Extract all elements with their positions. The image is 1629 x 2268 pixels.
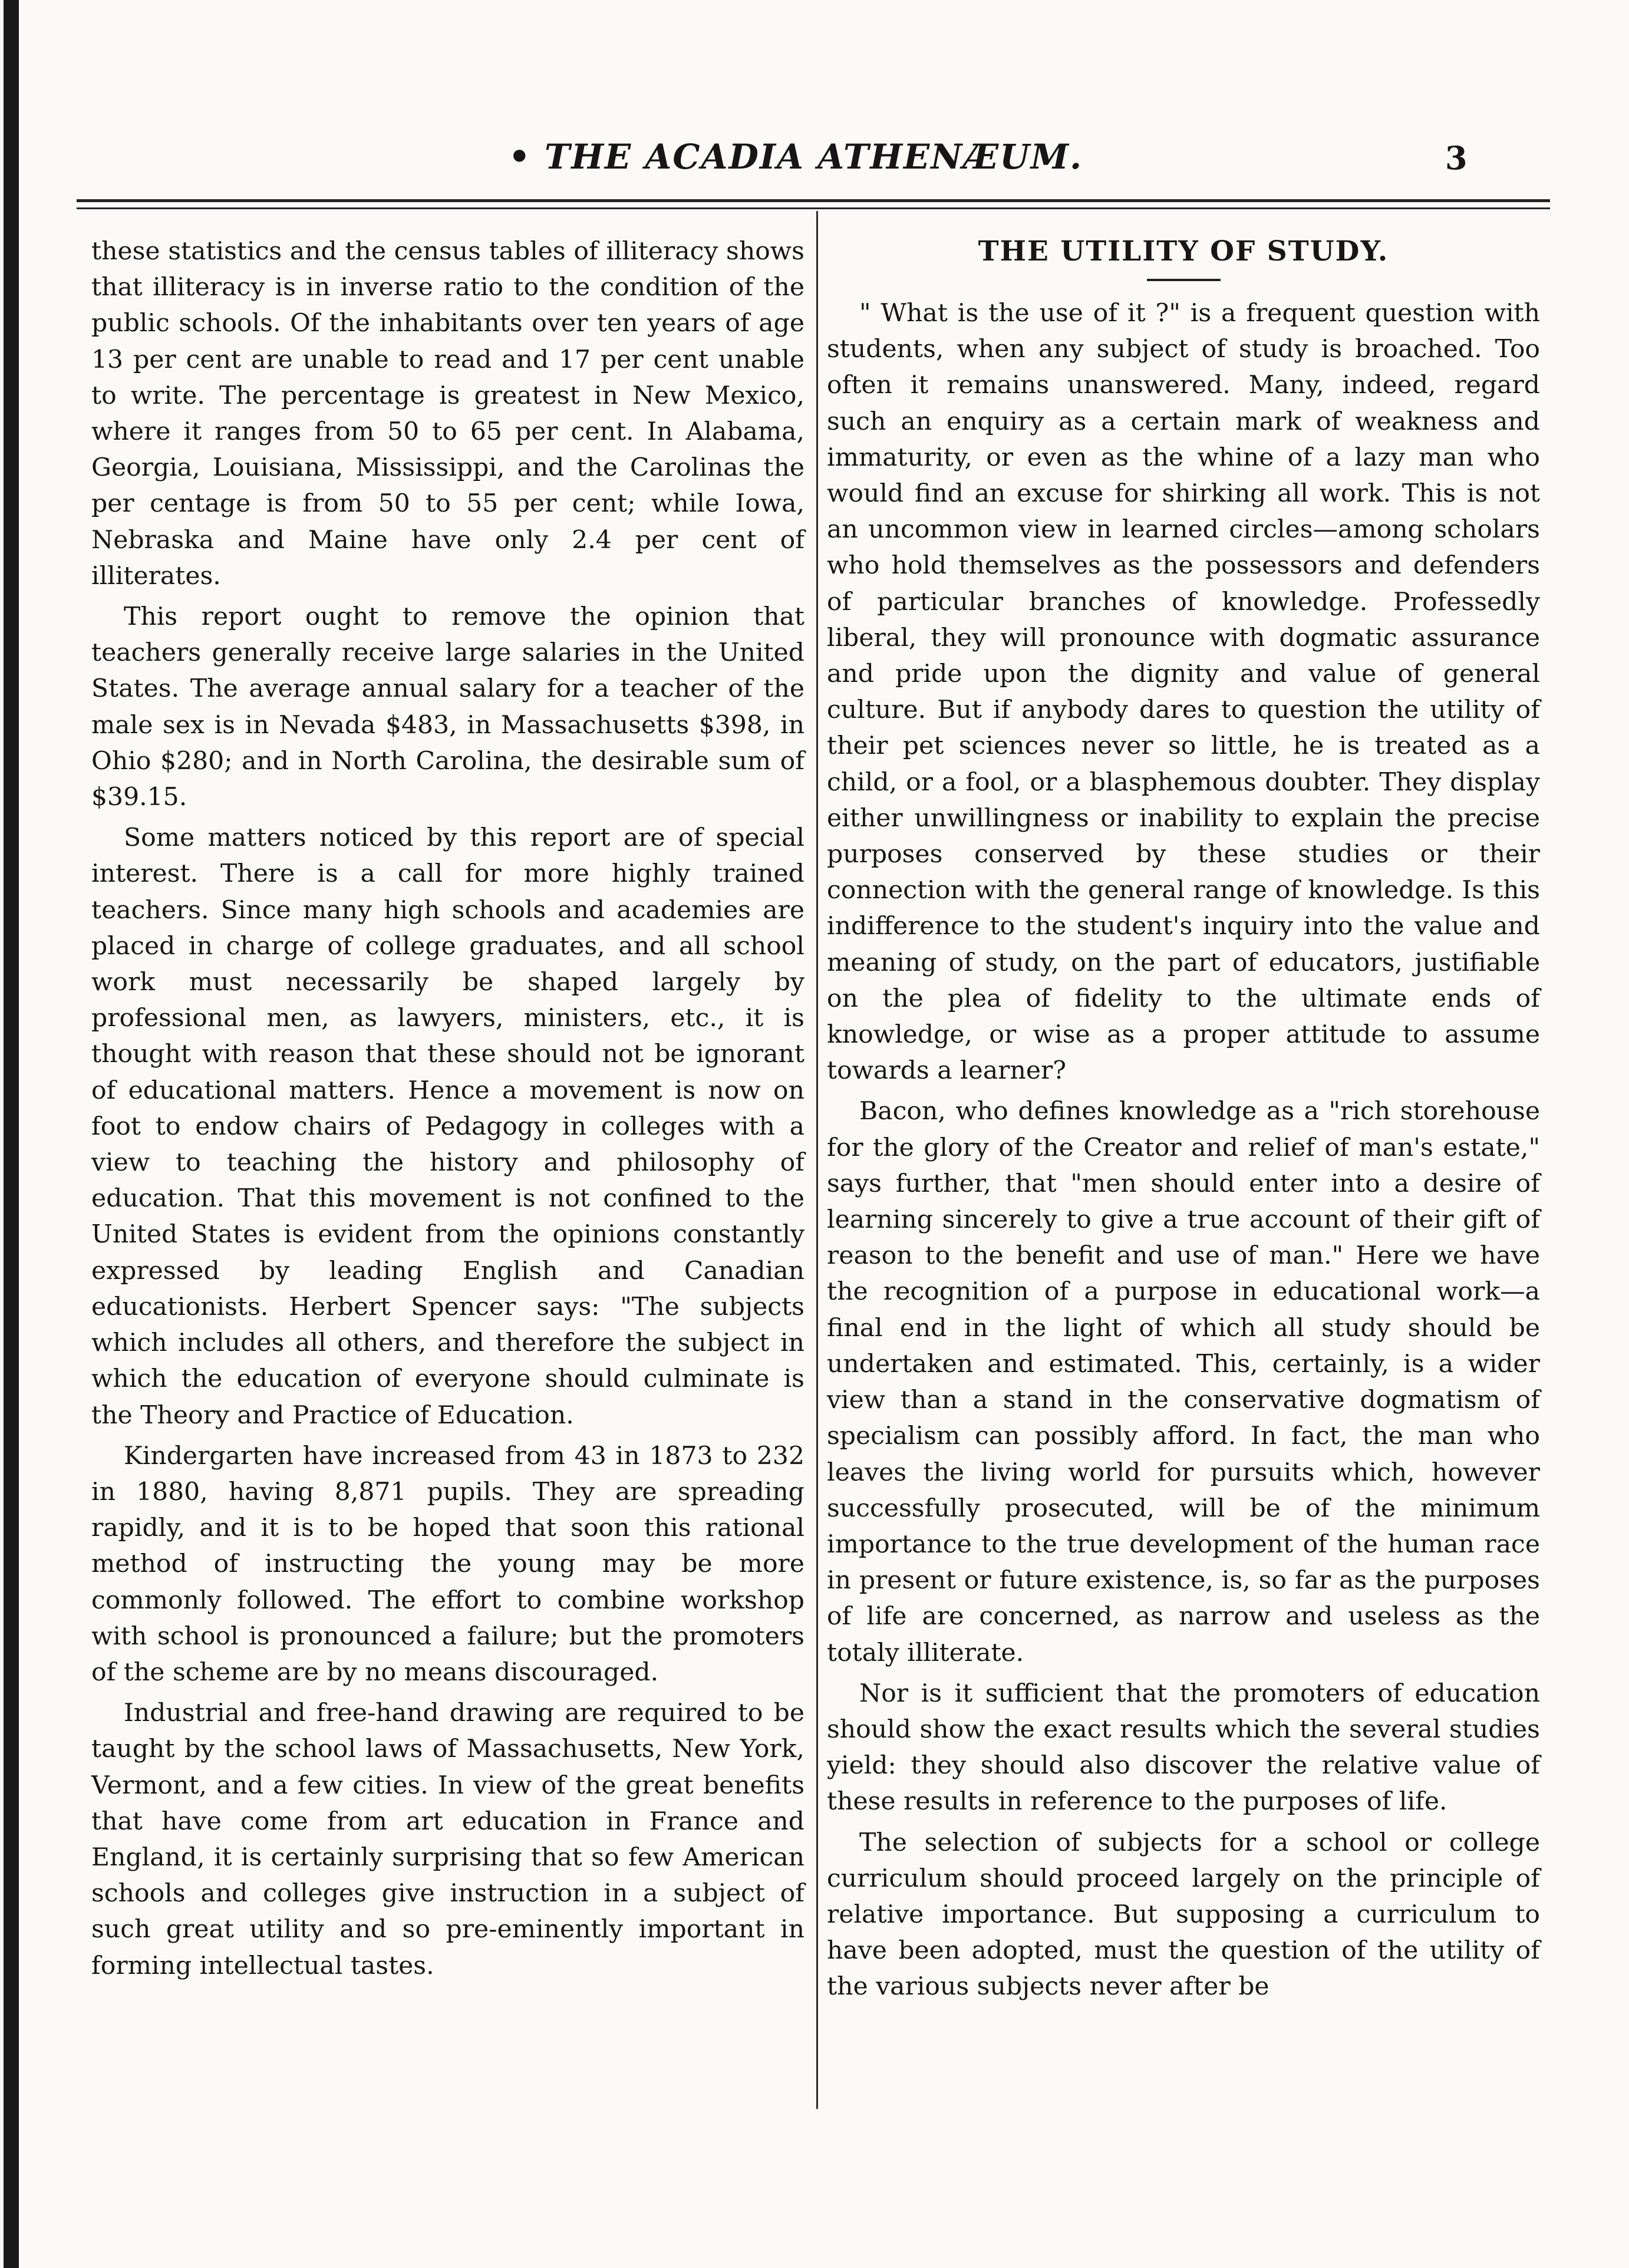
paragraph: The selection of subjects for a school or college curriculum should proceed largely on the principle of relative importance. But supposing a curriculum to have been adopted, must the question of the utility of the various subjects never after be bbox=[827, 1828, 1540, 2002]
header-rule bbox=[77, 199, 1550, 202]
page-edge-bar bbox=[4, 0, 19, 2268]
right-column bbox=[827, 233, 1540, 2010]
paragraph: Kindergarten have increased from 43 in 1873 to 232 in 1880, having 8,871 pupils. They are spreading rapidly, and it is to be hoped that soon this rational method of instructing the young may be more commonly followed. The effort to combine workshop with school is pronounced a failure; but the promoters of the scheme are by no means discouraged. bbox=[91, 1441, 804, 1687]
paragraph: This report ought to remove the opinion that teachers generally receive large salaries in the United States. The average annual salary for a teacher of the male sex is in Nevada $483, in Massachusetts $398, in Ohio $280; and in North Carolina, the desirable sum of $39.15. bbox=[91, 602, 804, 812]
header-rule-thin bbox=[77, 207, 1550, 209]
paragraph: Industrial and free-hand drawing are required to be taught by the school laws of Massachusetts, New York, Vermont, and a few cities. In view of the great benefits that have come from art education in France and England, it is certainly surprising that so few American schools and colleges give instruction in a subject of such great utility and so pre-eminently important in forming intellectual tastes. bbox=[91, 1699, 804, 1980]
paragraph: " What is the use of it ?" is a frequent question with students, when any subject of study is broached. Too often it remains unanswered. Many, indeed, regard such an enquiry as a certain mark of weakness and immaturity, or even as the whine of a lazy man who would find an excuse for shirking all work. This is not an uncommon view in learned circles—among scholars who hold themselves as the possessors and defenders of particular branches of knowledge. Professedly liberal, they will pronounce with dogmatic assurance and pride upon the dignity and value of general culture. But if anybody dares to question the utility of their pet sciences never so little, he is treated as a child, or a fool, or a blasphemous doubter. They display either unwillingness or inability to explain the precise purposes conserved by these studies or their connection with the general range of knowledge. Is this indifference to the student's inquiry into the value and meaning of study, on the part of educators, justifiable on the plea of fidelity to the ultimate ends of knowledge, or wise as a proper attitude to assume towards a learner? bbox=[827, 299, 1540, 1086]
running-header-title: • THE ACADIA ATHENÆUM. bbox=[508, 137, 1083, 177]
paragraph: these statistics and the census tables of illiteracy shows that illiteracy is in inverse ratio to the condition of the public schools. Of the inhabitants over ten years of age 13 per cent are unable to read and 17 per cent unable to write. The percentage is greatest in New Mexico, where it ranges from 50 to 65 per cent. In Alabama, Georgia, Louisiana, Mississippi, and the Carolinas the per centage is from 50 to 55 per cent; while Iowa, Nebraska and Maine have only 2.4 per cent of illiterates. bbox=[91, 237, 804, 591]
left-column bbox=[91, 233, 804, 1989]
column-divider bbox=[816, 211, 818, 2109]
title-rule bbox=[1147, 279, 1221, 281]
paragraph: Nor is it sufficient that the promoters of education should show the exact results which the several studies yield: they should also discover the relative value of these results in reference to the purposes of life. bbox=[827, 1679, 1540, 1817]
paragraph: Some matters noticed by this report are of special interest. There is a call for more highly trained teachers. Since many high schools and academies are placed in charge of college graduates, and all school work must necessarily be shaped largely by professional men, as lawyers, ministers, etc., it is thought with reason that these should not be ignorant of educational matters. Hence a movement is now on foot to endow chairs of Pedagogy in colleges with a view to teaching the history and philosophy of education. That this movement is not confined to the United States is evident from the opinions constantly expressed by leading English and Canadian educationists. Herbert Spencer says: "The subjects which includes all others, and therefore the subject in which the education of everyone should culminate is the Theory and Practice of Education. bbox=[91, 823, 804, 1430]
article-title: THE UTILITY OF STUDY. bbox=[978, 235, 1389, 268]
page-number: 3 bbox=[1445, 139, 1468, 177]
paragraph: Bacon, who defines knowledge as a "rich storehouse for the glory of the Creator and relief of man's estate," says further, that "men should enter into a desire of learning sincerely to give a true account of their gift of reason to the benefit and use of man." Here we have the recognition of a purpose in educational work—a final end in the light of which all study should be undertaken and estimated. This, certainly, is a wider view than a stand in the conservative dogmatism of specialism can possibly afford. In fact, the man who leaves the living world for pursuits which, however successfully prosecuted, will be of the minimum importance to the true development of the human race in present or future existence, is, so far as the purposes of life are concerned, as narrow and useless as the totaly illiterate. bbox=[827, 1097, 1540, 1667]
